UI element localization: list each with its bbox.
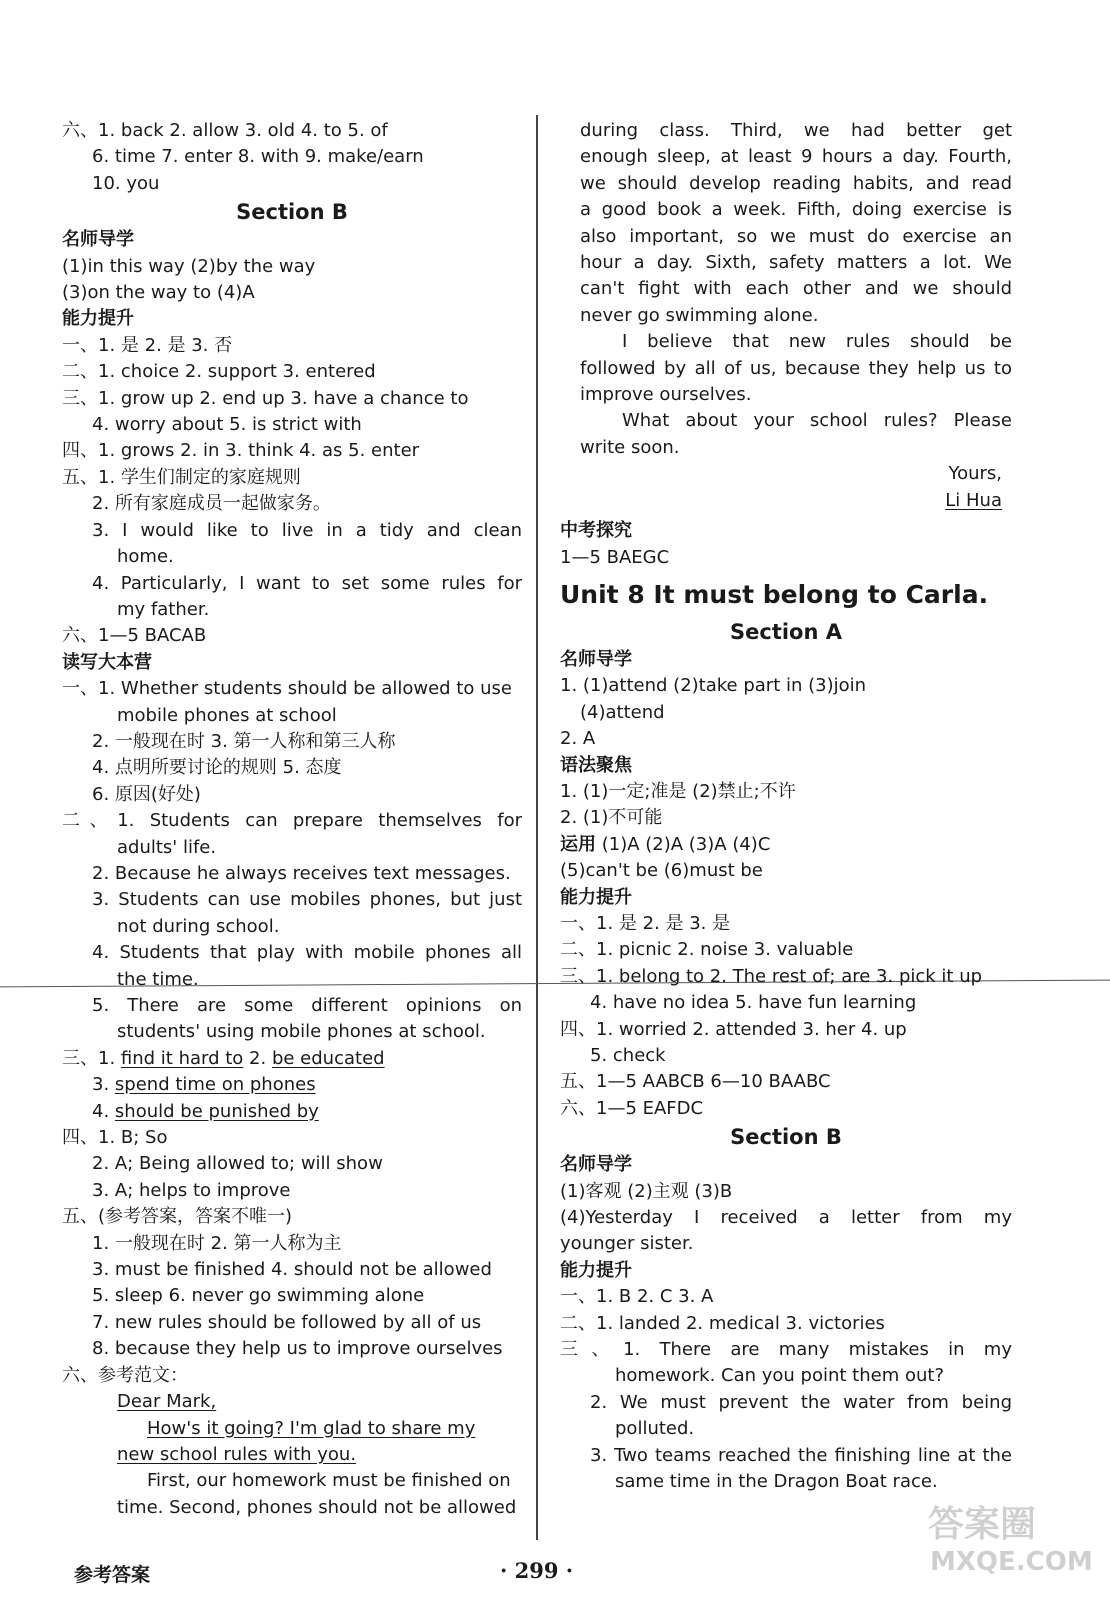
answer-line: 4. worry about 5. is strict with	[92, 414, 362, 436]
subsection-heading: 名师导学	[62, 229, 134, 251]
answer-line: 一、1. Whether students should be allowed to use	[62, 678, 512, 700]
answer-line: 5. check	[590, 1045, 666, 1066]
watermark-url: MXQE.COM	[930, 1547, 1093, 1577]
answer-line: polluted.	[615, 1418, 695, 1440]
answer-line: home.	[117, 546, 174, 568]
answer-line: 10. you	[92, 172, 160, 194]
answer-line: younger sister.	[560, 1233, 694, 1255]
letter-text: improve ourselves.	[580, 384, 752, 406]
answer-line: 二、1. Students can prepare themselves for	[62, 810, 522, 832]
letter-text: How's it going? I'm glad to share my	[147, 1417, 476, 1439]
letter-signature: Li Hua	[945, 489, 1002, 511]
answer-line: adults' life.	[117, 836, 217, 858]
watermark-logo	[920, 1490, 1093, 1580]
answer-line: 一、1. 是 2. 是 3. 是	[560, 912, 731, 934]
answer-line: 7. new rules should be followed by all of us	[92, 1311, 482, 1333]
answer-line	[62, 1072, 522, 1098]
answer-line: 五、1—5 AABCB 6—10 BAABC	[560, 1071, 831, 1093]
answer-line: 4. Particularly, I want to set some rules for	[92, 572, 522, 594]
answer-line: 2. (1)不可能	[560, 807, 663, 829]
answer-line: 2. 所有家庭成员一起做家务。	[92, 493, 331, 515]
letter-closing: Yours,	[948, 463, 1002, 485]
letter-text: never go swimming alone.	[580, 304, 819, 326]
answer-line: 四、1. B; So	[62, 1127, 168, 1149]
left-column	[62, 118, 522, 1521]
answer-line: 二、1. picnic 2. noise 3. valuable	[560, 939, 854, 961]
subsection-heading: 能力提升	[62, 308, 134, 330]
answer-line: 1—5 BAEGC	[560, 546, 670, 568]
answer-line: 2. We must prevent the water from being	[590, 1391, 1012, 1413]
answer-line: the time.	[117, 968, 199, 990]
usage-label: 运用	[560, 833, 596, 855]
answer-line: 2. A; Being allowed to; will show	[92, 1153, 383, 1175]
letter-text: can't fight with each other and we should	[580, 278, 1012, 300]
letter-text: during class. Third, we had better get	[580, 120, 1012, 141]
letter-text: First, our homework must be finished on	[147, 1470, 511, 1492]
subsection-heading: 中考探究	[560, 520, 632, 542]
answer-line: not during school.	[117, 915, 280, 937]
item-number: 3.	[92, 1074, 115, 1096]
underlined-answer: should be punished by	[114, 1100, 319, 1122]
answer-line: same time in the Dragon Boat race.	[615, 1471, 938, 1493]
letter-greeting: Dear Mark,	[117, 1391, 217, 1413]
section-heading: Section B	[236, 200, 348, 225]
answer-line: 8. because they help us to improve ourselves	[92, 1338, 503, 1360]
watermark-text: 答案圈	[928, 1504, 1037, 1545]
answer-line: (1)客观 (2)主观 (3)B	[560, 1180, 733, 1202]
answer-line: 六、参考范文：	[62, 1364, 188, 1386]
answer-line	[62, 1046, 522, 1072]
underlined-answer: find it hard to	[120, 1047, 244, 1069]
unit-title: Unit 8 It must belong to Carla.	[560, 579, 989, 609]
subsection-heading: 读写大本营	[62, 651, 152, 673]
subsection-heading: 名师导学	[560, 1154, 632, 1176]
answer-line: 五、1. 学生们制定的家庭规则	[62, 466, 301, 488]
answer-line: (4)Yesterday I received a letter from my	[560, 1207, 1012, 1229]
answer-line: 三、1. grow up 2. end up 3. have a chance to	[62, 387, 469, 409]
subsection-heading: 能力提升	[560, 1259, 632, 1281]
letter-text: also important, so we must do exercise an	[580, 225, 1012, 247]
subsection-heading: 语法聚焦	[560, 754, 632, 776]
section-heading: Section B	[730, 1125, 842, 1150]
answer-line: 六、1—5 BACAB	[62, 625, 207, 647]
answer-line: 一、1. B 2. C 3. A	[560, 1286, 714, 1308]
letter-text: a good book a week. Fifth, doing exercise is	[580, 199, 1012, 221]
answer-line: 3. A; helps to improve	[92, 1179, 291, 1201]
answer-line: 2. 一般现在时 3. 第一人称和第三人称	[92, 730, 396, 752]
answer-line	[560, 832, 1012, 858]
letter-text: followed by all of us, because they help us to	[580, 357, 1012, 379]
page-number: · 299 ·	[500, 1558, 574, 1583]
answer-line: 2. Because he always receives text messages.	[92, 862, 511, 884]
answer-line: (1)in this way (2)by the way	[62, 255, 316, 277]
letter-text: I believe that new rules should be	[622, 331, 1012, 353]
letter-text: What about your school rules? Please	[622, 410, 1012, 432]
subsection-heading: 名师导学	[560, 648, 632, 670]
answer-line: 三、1. There are many mistakes in my	[560, 1339, 1012, 1361]
answer-line: 1. (1)一定;准是 (2)禁止;不许	[560, 780, 796, 802]
underlined-answer: be educated	[271, 1047, 385, 1069]
item-number: 2.	[243, 1047, 272, 1069]
answer-line: 4. Students that play with mobile phones all	[92, 942, 522, 964]
answer-line: 六、1—5 EAFDC	[560, 1097, 704, 1119]
answer-line: 4. 点明所要讨论的规则 5. 态度	[92, 757, 342, 779]
answer-line: 2. A	[560, 728, 596, 750]
item-number: 三、1.	[62, 1047, 121, 1069]
letter-text: write soon.	[580, 436, 680, 458]
answer-line: students' using mobile phones at school.	[117, 1021, 486, 1043]
letter-text: enough sleep, at least 9 hours a day. Fourth,	[580, 146, 1012, 168]
answer-line: 六、1. back 2. allow 3. old 4. to 5. of	[62, 120, 388, 141]
answer-line: 6. 原因(好处)	[92, 783, 201, 805]
answer-line: 5. sleep 6. never go swimming alone	[92, 1285, 425, 1307]
answer-text: (1)A (2)A (3)A (4)C	[596, 833, 771, 855]
answer-line: my father.	[117, 598, 210, 620]
answer-line: homework. Can you point them out?	[615, 1365, 945, 1387]
answer-line: 4. have no idea 5. have fun learning	[590, 992, 917, 1014]
answer-line: 3. must be finished 4. should not be allowed	[92, 1259, 492, 1281]
answer-line: (3)on the way to (4)A	[62, 282, 255, 304]
answer-line: 6. time 7. enter 8. with 9. make/earn	[92, 146, 424, 168]
answer-line: 1. 一般现在时 2. 第一人称为主	[92, 1232, 342, 1254]
answer-line: 五、(参考答案，答案不唯一)	[62, 1206, 293, 1228]
answer-line: 3. I would like to live in a tidy and clean	[92, 519, 522, 541]
column-divider	[536, 115, 538, 1540]
answer-line: mobile phones at school	[117, 704, 337, 726]
answer-line: 3. Two teams reached the finishing line at the	[590, 1444, 1012, 1466]
answer-line: (4)attend	[580, 701, 665, 723]
answer-line: 四、1. grows 2. in 3. think 4. as 5. enter	[62, 440, 420, 462]
letter-text: hour a day. Sixth, safety matters a lot. We	[580, 252, 1012, 274]
answer-line	[62, 1099, 522, 1125]
answer-line: 1. (1)attend (2)take part in (3)join	[560, 675, 867, 697]
answer-line: 一、1. 是 2. 是 3. 否	[62, 334, 233, 356]
answer-line: 二、1. choice 2. support 3. entered	[62, 361, 376, 383]
answer-line: 5. There are some different opinions on	[92, 995, 522, 1016]
subsection-heading: 能力提升	[560, 886, 632, 908]
letter-text: time. Second, phones should not be allowed	[117, 1496, 517, 1518]
letter-text: new school rules with you.	[117, 1443, 357, 1465]
answer-line: 三、1. belong to 2. The rest of; are 3. pick it up	[560, 965, 983, 987]
answer-line: 四、1. worried 2. attended 3. her 4. up	[560, 1018, 907, 1040]
section-heading: Section A	[730, 619, 842, 644]
answer-line: (5)can't be (6)must be	[560, 860, 763, 882]
underlined-answer: spend time on phones	[114, 1074, 316, 1096]
answer-line: 3. Students can use mobiles phones, but just	[92, 889, 522, 911]
letter-text: we should develop reading habits, and read	[580, 172, 1012, 194]
answer-line: 二、1. landed 2. medical 3. victories	[560, 1312, 885, 1334]
footer-label: 参考答案	[74, 1564, 151, 1586]
right-column	[560, 118, 1012, 1496]
item-number: 4.	[92, 1100, 115, 1122]
